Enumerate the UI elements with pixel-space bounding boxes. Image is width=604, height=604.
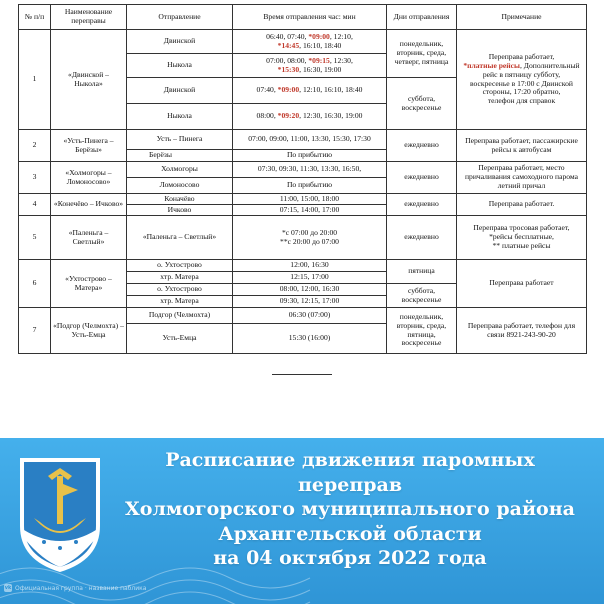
row5-note: Переправа тросовая работает, *рейсы бесплатные, ** платные рейсы [457,216,587,260]
ferry-schedule-table [18,4,587,354]
table-row [19,162,587,178]
row7-note: Переправа работает, телефон для связи 8921-243-90-20 [457,308,587,354]
row4-name: «Конечёво – Ичково» [51,194,127,216]
row6-days1: пятница [387,260,457,284]
row7-time2: 15:30 (16:00) [233,324,387,354]
page-title [110,448,590,571]
row3-time1: 07:30, 09:30, 11:30, 13:30, 16:50, [233,162,387,178]
row4-days: ежедневно [387,194,457,216]
row6-days2: суббота, воскресенье [387,284,457,308]
row3-dep1: Холмогоры [127,162,233,178]
row1-name: «Двинской – Ныкола» [51,30,127,130]
row5-num: 5 [19,216,51,260]
row3-days: ежедневно [387,162,457,194]
row6-num: 6 [19,260,51,308]
table-row [19,216,587,260]
row4-num: 4 [19,194,51,216]
row5-name: «Паленьга – Светлый» [51,216,127,260]
title-banner [0,438,604,604]
row5-days: ежедневно [387,216,457,260]
bottom-rule [272,374,332,375]
row4-time1: 11:00, 15:00, 18:00 [233,194,387,205]
title-line-2: Холмогорского муниципального района [125,498,575,520]
row4-note: Переправа работает. [457,194,587,216]
row6-time1: 12:00, 16:30 [233,260,387,272]
table-row [19,194,587,205]
row1-dep4: Ныкола [127,104,233,130]
title-line-3: Архангельской области [218,522,482,545]
row1-days1: понедельник, вторник, среда, четверг, пятница [387,30,457,78]
row2-note: Переправа работает, пассажирские рейсы к автобусам [457,130,587,162]
row6-time3: 08:00, 12:00, 16:30 [233,284,387,296]
row6-dep3: о. Ухтострово [127,284,233,296]
row4-dep1: Коначёво [127,194,233,205]
row1-days2: суббота, воскресенье [387,78,457,130]
row2-num: 2 [19,130,51,162]
row3-time2: По прибытию [233,178,387,194]
title-line-1: Расписание движения паромных переправ [165,449,535,496]
title-line-4: на 04 октября 2022 года [213,547,487,569]
row1-time4: 08:00, *09:20, 12:30, 16:30, 19:00 [233,104,387,130]
row5-dep: «Паленьга – Светлый» [127,216,233,260]
row6-dep1: о. Ухтострово [127,260,233,272]
row1-time2: 07:00, 08:00, *09:15, 12:30, *15:30, 16:30, 19:00 [233,54,387,78]
row2-time2: По прибытию [233,150,387,162]
table-row [19,130,587,150]
row3-note: Переправа работает, место причаливания самоходного парома летний причал [457,162,587,194]
header-days: Дни отправления [387,5,457,30]
row2-dep2: Берёзы [127,150,233,162]
row2-name: «Усть-Пинега – Берёзы» [51,130,127,162]
row1-dep2: Ныкола [127,54,233,78]
row1-dep3: Двинской [127,78,233,104]
row5-time: *с 07:00 до 20:00 **с 20:00 до 07:00 [233,216,387,260]
row1-time1: 06:40, 07:40, *09:00, 12:10, *14:45, 16:10, 18:40 [233,30,387,54]
row6-name: «Ухтострово – Матера» [51,260,127,308]
row6-note: Переправа работает [457,260,587,308]
row1-note: Переправа работает, *платные рейсы, Дополнительный рейс в пятницу субботу, воскресенье в 17:00 с Двинской стороны, 17:20 обратно, телефон для справок [457,30,587,130]
vk-icon: vk [4,585,12,591]
row7-name: «Подгор (Челмохта) – Усть-Емца [51,308,127,354]
row7-time1: 06:30 (07:00) [233,308,387,324]
row7-num: 7 [19,308,51,354]
footer-text: Официальная группа · название паблика [15,584,147,592]
header-num: № п/п [19,5,51,30]
row2-dep1: Усть – Пинега [127,130,233,150]
row4-dep2: Ичково [127,205,233,216]
row1-dep1: Двинской [127,30,233,54]
row7-dep1: Подгор (Челмохта) [127,308,233,324]
row2-days: ежедневно [387,130,457,162]
row1-num: 1 [19,30,51,130]
header-time: Время отправления час: мин [233,5,387,30]
row4-time2: 07:15, 14:00, 17:00 [233,205,387,216]
header-departure: Отправление [127,5,233,30]
table-header-row [19,5,587,30]
header-name: Наименование переправы [51,5,127,30]
table-row [19,260,587,272]
row1-time3: 07:40, *09:00, 12:10, 16:10, 18:40 [233,78,387,104]
row7-dep2: Усть-Емца [127,324,233,354]
row6-time2: 12:15, 17:00 [233,272,387,284]
coat-of-arms-icon [18,456,102,574]
row6-dep2: хтр. Матера [127,272,233,284]
row6-time4: 09:30, 12:15, 17:00 [233,296,387,308]
row2-time1: 07:00, 09:00, 11:00, 13:30, 15:30, 17:30 [233,130,387,150]
row3-name: «Холмогоры – Ломоносово» [51,162,127,194]
header-note: Примечание [457,5,587,30]
row3-dep2: Ломоносово [127,178,233,194]
row6-dep4: хтр. Матера [127,296,233,308]
row7-days: понедельник, вторник, среда, пятница, воскресенье [387,308,457,354]
table-row [19,308,587,324]
table-row [19,30,587,54]
footer-watermark [4,584,146,592]
row3-num: 3 [19,162,51,194]
